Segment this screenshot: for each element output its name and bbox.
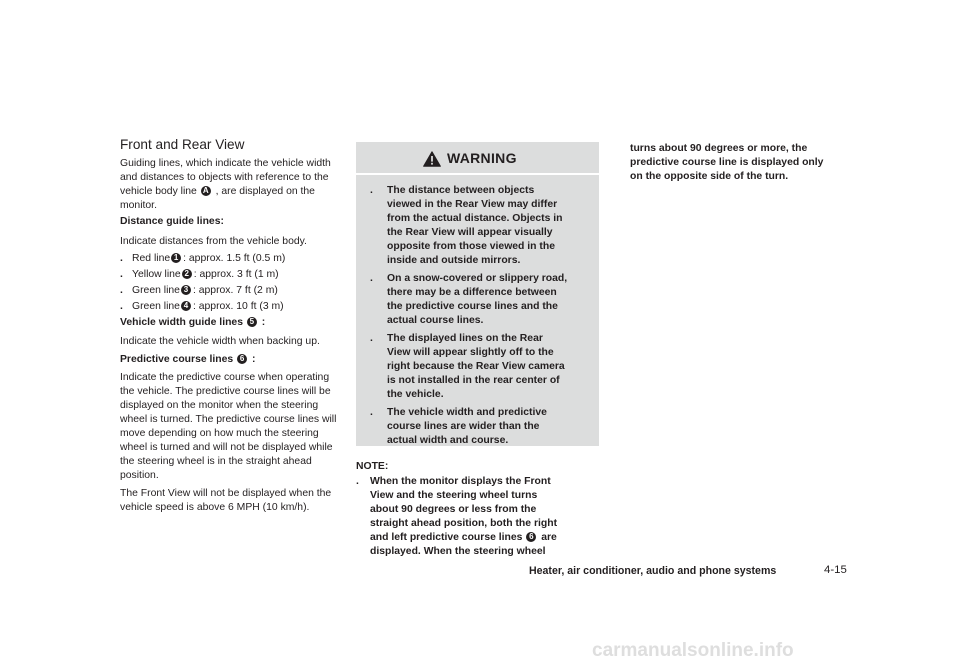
front-view-line-1: The Front View will not be displayed when the bbox=[120, 488, 332, 499]
footer-section-title: Heater, air conditioner, audio and phone systems bbox=[529, 565, 777, 577]
warning-title: WARNING bbox=[447, 150, 517, 166]
bullet: . bbox=[370, 273, 373, 284]
note-line-5-post: are bbox=[541, 532, 557, 543]
predictive-line-5: move depending on how much the steering bbox=[120, 428, 319, 439]
front-view-line-2: vehicle speed is above 6 MPH (10 km/h). bbox=[120, 502, 310, 513]
note-line-5 bbox=[370, 531, 557, 545]
warning-divider bbox=[356, 173, 599, 175]
distance-item-label: Green line bbox=[132, 301, 180, 312]
intro-line-3-pre: vehicle body line bbox=[120, 186, 197, 197]
distance-item-label: Green line bbox=[132, 285, 180, 296]
intro-line-2: and distances to objects with reference to the bbox=[120, 172, 329, 183]
predictive-line-2: the vehicle. The predictive course lines will be bbox=[120, 386, 331, 397]
callout-a-icon: A bbox=[201, 186, 211, 196]
note-line-1: When the monitor displays the Front bbox=[370, 476, 551, 487]
distance-guide-heading: Distance guide lines: bbox=[120, 216, 224, 227]
callout-6-icon: 6 bbox=[526, 532, 536, 542]
predictive-heading-text: Predictive course lines bbox=[120, 354, 234, 365]
page-number: 4-15 bbox=[824, 564, 847, 576]
warning-line: there may be a difference between bbox=[387, 287, 557, 298]
note-label: NOTE: bbox=[356, 461, 389, 472]
warning-line: The distance between objects bbox=[387, 185, 535, 196]
note-line-2: View and the steering wheel turns bbox=[370, 490, 538, 501]
warning-line: actual course lines. bbox=[387, 315, 484, 326]
warning-line: View will appear slightly off to the bbox=[387, 347, 554, 358]
callout-3-icon: 3 bbox=[181, 285, 191, 295]
callout-6-icon: 6 bbox=[237, 354, 247, 364]
warning-line: opposite from those viewed in the bbox=[387, 241, 556, 252]
predictive-colon: : bbox=[251, 354, 256, 365]
distance-item-label: Yellow line bbox=[132, 269, 181, 280]
predictive-line-4: wheel is turned. The predictive course lines will bbox=[120, 414, 337, 425]
note-line-6: displayed. When the steering wheel bbox=[370, 546, 546, 557]
warning-line: viewed in the Rear View may differ bbox=[387, 199, 558, 210]
bullet: . bbox=[120, 269, 123, 280]
distance-item-value: : approx. 1.5 ft (0.5 m) bbox=[183, 253, 286, 264]
distance-item-value: : approx. 10 ft (3 m) bbox=[192, 301, 284, 312]
warning-line: The displayed lines on the Rear bbox=[387, 333, 543, 344]
warning-line: On a snow-covered or slippery road, bbox=[387, 273, 568, 284]
distance-item-label: Red line bbox=[132, 253, 171, 264]
warning-line: the Rear View will appear visually bbox=[387, 227, 553, 238]
width-guide-heading-text: Vehicle width guide lines bbox=[120, 317, 243, 328]
warning-triangle-icon bbox=[423, 151, 441, 167]
width-guide-colon: : bbox=[261, 317, 266, 328]
warning-line: actual width and course. bbox=[387, 435, 509, 446]
note-line-5-pre: and left predictive course lines bbox=[370, 532, 523, 543]
bullet: . bbox=[370, 185, 373, 196]
warning-header bbox=[356, 142, 599, 172]
continued-line-3: on the opposite side of the turn. bbox=[630, 171, 789, 182]
callout-4-icon: 4 bbox=[181, 301, 191, 311]
warning-line: The vehicle width and predictive bbox=[387, 407, 547, 418]
watermark: carmanualsonline.info bbox=[592, 640, 794, 661]
distance-item-value: : approx. 3 ft (1 m) bbox=[193, 269, 279, 280]
warning-line: from the actual distance. Objects in bbox=[387, 213, 563, 224]
intro-line-4: monitor. bbox=[120, 200, 157, 211]
distance-guide-desc: Indicate distances from the vehicle body. bbox=[120, 236, 307, 247]
predictive-line-7: the steering wheel is in the straight ahead bbox=[120, 456, 312, 467]
distance-item-value: : approx. 7 ft (2 m) bbox=[192, 285, 278, 296]
warning-line: is not installed in the rear center of bbox=[387, 375, 560, 386]
continued-line-1: turns about 90 degrees or more, the bbox=[630, 143, 808, 154]
intro-line-3 bbox=[120, 185, 315, 199]
callout-2-icon: 2 bbox=[182, 269, 192, 279]
intro-line-1: Guiding lines, which indicate the vehicle width bbox=[120, 158, 331, 169]
warning-line: right because the Rear View camera bbox=[387, 361, 565, 372]
predictive-line-6: wheel is turned and will not be displayed while bbox=[120, 442, 333, 453]
predictive-line-3: displayed on the monitor when the steering bbox=[120, 400, 319, 411]
continued-line-2: predictive course line is displayed only bbox=[630, 157, 824, 168]
warning-line: inside and outside mirrors. bbox=[387, 255, 521, 266]
section-heading: Front and Rear View bbox=[120, 137, 245, 152]
warning-line: the vehicle. bbox=[387, 389, 444, 400]
bullet: . bbox=[356, 476, 359, 487]
width-guide-desc: Indicate the vehicle width when backing up. bbox=[120, 336, 320, 347]
bullet: . bbox=[370, 333, 373, 344]
bullet: . bbox=[120, 285, 123, 296]
predictive-heading bbox=[120, 353, 255, 367]
callout-5-icon: 5 bbox=[247, 317, 257, 327]
width-guide-heading bbox=[120, 316, 265, 330]
bullet: . bbox=[370, 407, 373, 418]
note-line-4: straight ahead position, both the right bbox=[370, 518, 558, 529]
intro-line-3-post: , are displayed on the bbox=[215, 186, 315, 197]
warning-line: the predictive course lines and the bbox=[387, 301, 558, 312]
warning-line: course lines are wider than the bbox=[387, 421, 540, 432]
callout-1-icon: 1 bbox=[171, 253, 181, 263]
note-line-3: about 90 degrees or less from the bbox=[370, 504, 537, 515]
bullet: . bbox=[120, 301, 123, 312]
predictive-line-8: position. bbox=[120, 470, 159, 481]
warning-box bbox=[356, 142, 599, 446]
predictive-line-1: Indicate the predictive course when operating bbox=[120, 372, 330, 383]
bullet: . bbox=[120, 253, 123, 264]
